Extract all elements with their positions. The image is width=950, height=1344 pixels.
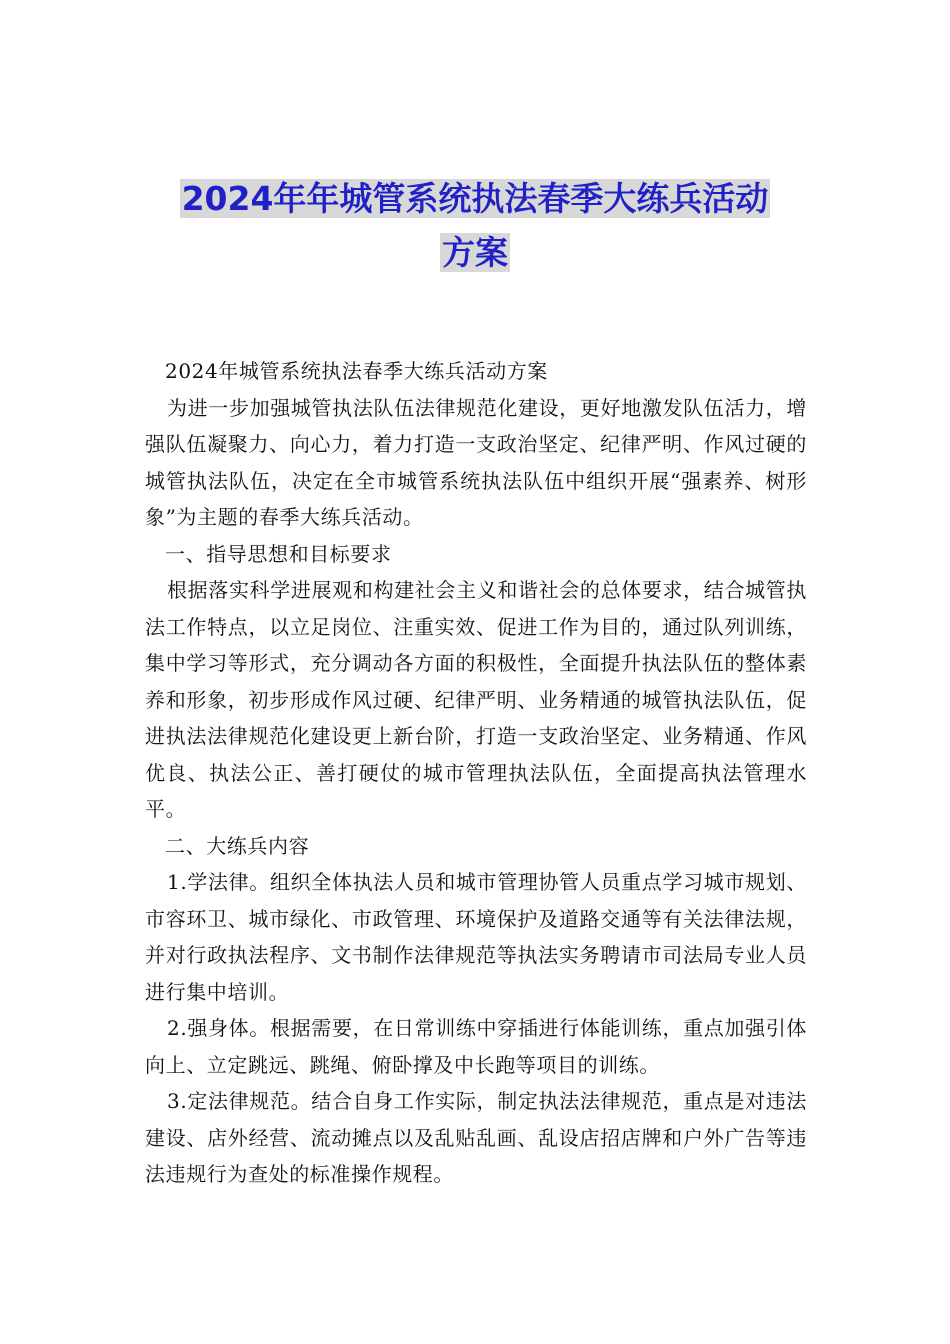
section-heading: 二、大练兵内容 (165, 833, 310, 858)
title-line-2: 方案 (442, 233, 508, 272)
list-item: 2.强身体。根据需要，在日常训练中穿插进行体能训练，重点加强引体向上、立定跳远、跳绳、俯卧撑及中长跑等项目的训练。 (145, 1016, 807, 1077)
intro-paragraph: 为进一步加强城管执法队伍法律规范化建设，更好地激发队伍活力，增强队伍凝聚力、向心力，着力打造一支政治坚定、纪律严明、作风过硬的城管执法队伍，决定在全市城管系统执法队伍中组织开展“强素养、树形象”为主题的春季大练兵活动。 (145, 395, 807, 529)
title-line-1: 2024年年城管系统执法春季大练兵活动 (181, 179, 769, 218)
section-heading: 一、指导思想和目标要求 (165, 541, 392, 566)
subtitle-paragraph: 2024年城管系统执法春季大练兵活动方案 (165, 359, 548, 383)
list-item: 1.学法律。组织全体执法人员和城市管理协管人员重点学习城市规划、市容环卫、城市绿化、市政管理、环境保护及道路交通等有关法律法规，并对行政执法程序、文书制作法律规范等执法实务聘请市司法局专业人员进行集中培训。 (145, 870, 807, 1004)
body-paragraph: 根据落实科学进展观和构建社会主义和谐社会的总体要求，结合城管执法工作特点，以立足岗位、注重实效、促进工作为目的，通过队列训练，集中学习等形式，充分调动各方面的积极性，全面提升执法队伍的整体素养和形象，初步形成作风过硬、纪律严明、业务精通的城管执法队伍，促进执法法律规范化建设更上新台阶，打造一支政治坚定、业务精通、作风优良、执法公正、善打硬仗的城市管理执法队伍，全面提高执法管理水平。 (145, 578, 807, 821)
document-body (145, 353, 807, 1193)
list-item: 3.定法律规范。结合自身工作实际，制定执法法律规范，重点是对违法建设、店外经营、流动摊点以及乱贴乱画、乱设店招店牌和户外广告等违法违规行为查处的标准操作规程。 (145, 1089, 807, 1186)
document-title (0, 172, 950, 280)
